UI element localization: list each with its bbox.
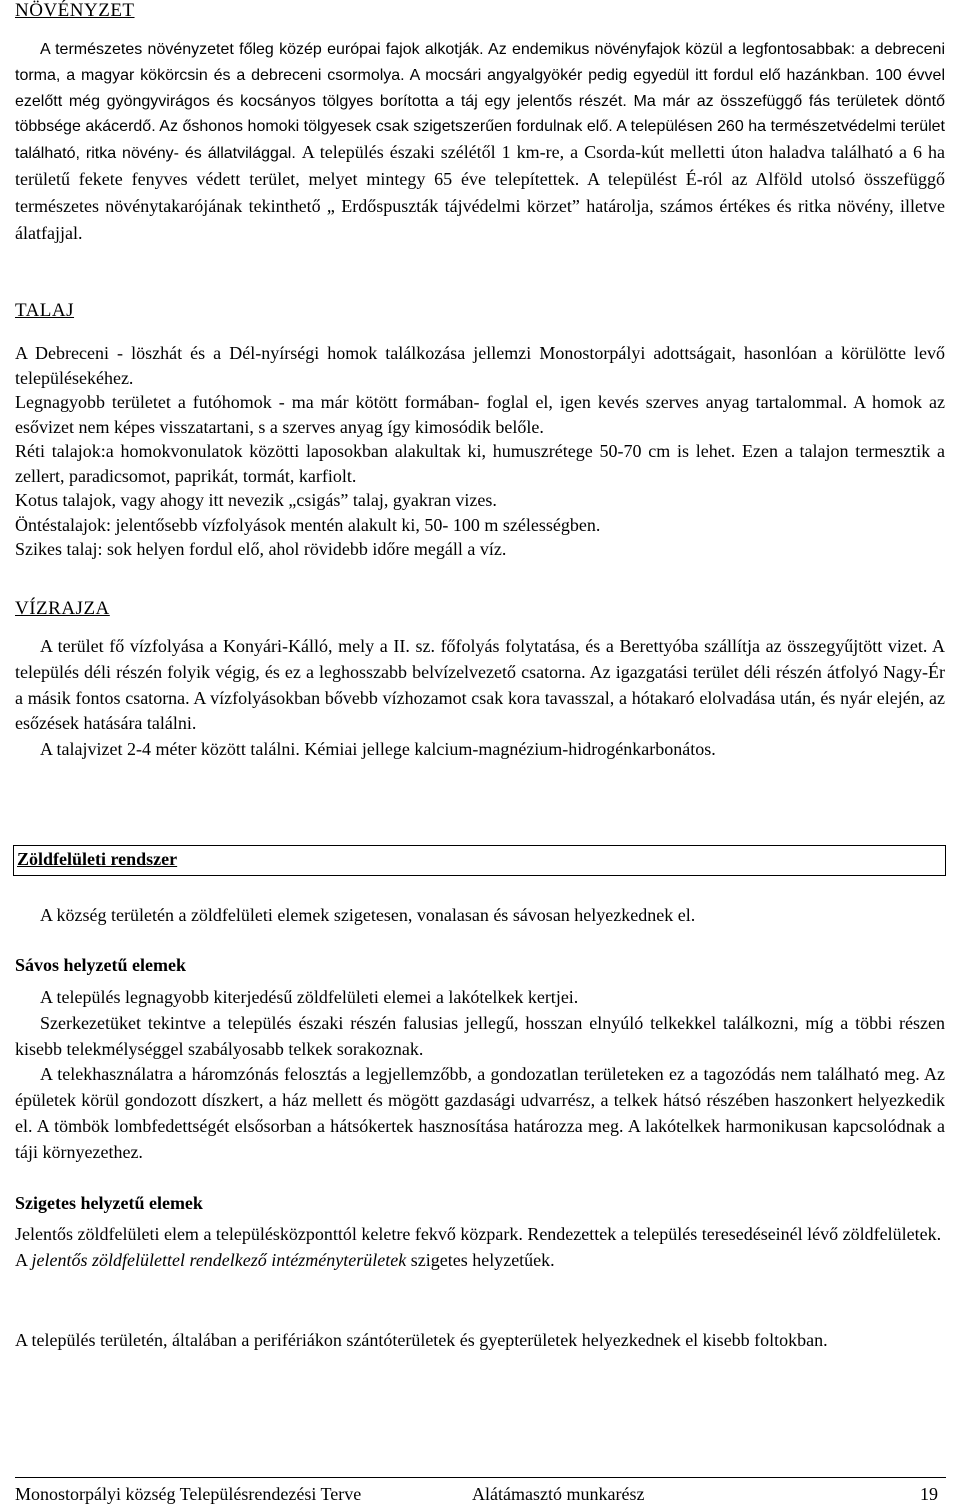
vizrajza-paragraph: A talajvizet 2-4 méter között találni. Kémiai jellege kalcium-magnézium-hidrogénkarbonátos. bbox=[40, 739, 716, 760]
footer-page-number: 19 bbox=[920, 1484, 938, 1504]
paragraph-novenyzet bbox=[15, 37, 945, 247]
savos-paragraph: A telekhasználatra a háromzónás felosztás a legjellemzőbb, a gondozatlan területeken ez a tagozódás nem található meg. Az épületek körül gondozott díszkert, a ház mellett és mögött gazdasági udvarrész, a telkek hátsó részében haszonkert helyezkedik el. A tömbök lombfedettségét elsősorban a hátsókertek hasznosítása határozza meg. A lakótelkek harmonikusan kapcsolódnak a táji környezethez. bbox=[15, 1064, 945, 1162]
szigetes-paragraphs bbox=[15, 1222, 945, 1274]
vizrajza-paragraphs bbox=[15, 634, 945, 763]
talaj-paragraph: Réti talajok:a homokvonulatok közötti laposokban alakultak ki, humuszrétege 50-70 cm is lehet. Ezen a talajon termesztik a zellert, paradicsomot, paprikát, tormát, karfiolt. bbox=[15, 441, 945, 486]
text-run-serif: A település északi szélétől 1 km-re, a Csorda-kút melletti úton haladva található a 6 ha területű fekete fenyves védett terület, melyet mintegy 65 éve telepítettek. A települést É-ról az Alföld utolsó összefüggő természetes növénytakarójának tekinthető „ Erdőspuszták tájvédelmi körzet” határolja, számos értékes és ritka növény, illetve álatfajjal. bbox=[15, 142, 946, 243]
italic-run: jelentős zöldfelülettel rendelkező intézményterületek bbox=[31, 1249, 407, 1270]
szigetes-paragraph-2 bbox=[15, 1248, 945, 1274]
subheading-szigetes: Szigetes helyzetű elemek bbox=[15, 1193, 203, 1213]
savos-paragraphs bbox=[15, 985, 945, 1166]
talaj-paragraph: Öntéstalajok: jelentősebb vízfolyások mentén alakult ki, 50- 100 m szélességben. bbox=[15, 514, 601, 535]
zoldfeluleti-intro: A község területén a zöldfelületi elemek szigetesen, vonalasan és sávosan helyezkednek el. bbox=[40, 905, 696, 925]
closing-paragraph: A település területén, általában a perifériákon szántóterületek és gyepterületek helyezkednek el kisebb foltokban. bbox=[15, 1330, 828, 1350]
talaj-paragraph: A Debreceni - löszhát és a Dél-nyírségi homok találkozása jellemzi Monostorpályi adottságait, hasonlóan a körülötte levő településekéhez. bbox=[15, 343, 945, 388]
text-run: A bbox=[15, 1249, 32, 1270]
szigetes-paragraph: Jelentős zöldfelületi elem a településközponttól keletre fekvő közpark. Rendezettek a település teresedéseinél lévő zöldfelületek. bbox=[15, 1224, 942, 1244]
section-heading-vizrajza: VÍZRAJZA bbox=[15, 598, 110, 619]
section-heading-talaj: TALAJ bbox=[15, 300, 75, 321]
savos-paragraph: A település legnagyobb kiterjedésű zöldfelületi elemei a lakótelkek kertjei. bbox=[40, 987, 579, 1007]
talaj-paragraph: Szikes talaj: sok helyen fordul elő, ahol rövidebb időre megáll a víz. bbox=[15, 539, 507, 559]
vizrajza-paragraph: A terület fő vízfolyása a Konyári-Kálló, mely a II. sz. főfolyás folytatása, és a Berettyóba szállítja az összegyűjtött vizet. A település déli részén folyik végig, és ez a leghosszabb belvízelvezető csatorna. Az igazgatási terület déli részén átfolyó Nagy-Ér a másik fontos csatorna. A vízfolyásokban bővebb vízhozamot csak kora tavasszal, a hótakaró elolvadása után, és nyár elején, az esőzések hatására találni. bbox=[15, 636, 945, 734]
section-heading-novenyzet: NÖVÉNYZET bbox=[15, 0, 135, 21]
subheading-savos: Sávos helyzetű elemek bbox=[15, 955, 186, 975]
footer-rule bbox=[15, 1477, 946, 1478]
section-title-zoldfeluleti: Zöldfelületi rendszer bbox=[17, 849, 178, 869]
footer-document-title: Monostorpályi község Településrendezési Terve bbox=[15, 1484, 362, 1504]
text-run: szigetes helyzetűek. bbox=[406, 1249, 555, 1270]
footer-part-label: Alátámasztó munkarész bbox=[472, 1484, 645, 1504]
talaj-paragraph: Legnagyobb területet a futóhomok - ma már kötött formában- foglal el, igen kevés szerves anyag tartalommal. A homok az esővizet nem képes visszatartani, s a szerves anyag így kimosódik belőle. bbox=[15, 392, 945, 437]
savos-paragraph: Szerkezetüket tekintve a település északi részén falusias jellegű, hosszan elnyúló telkekkel találkozni, míg a többi részen kisebb telekmélységgel szabályosabb telkek sorakoznak. bbox=[15, 1012, 945, 1059]
talaj-paragraphs bbox=[15, 341, 945, 562]
text-run-sans: A természetes növényzetet főleg közép európai fajok alkotják. Az endemikus növényfajok közül a legfontosabbak: a debreceni torma, a magyar kökörcsin és a debreceni csormolya. A mocsári angyalgyökér pedig egyedül itt fordul elő hazánkban. 100 évvel ezelőtt még gyöngyvirágos és kocsányos tölgyes borította a táj egy jelentős részét. Ma már az összefüggő fás területek döntő többsége akácerdő. Az őshonos homoki tölgyesek csak szigetszerűen fordulnak elő. A településen 260 ha természetvédelmi terület található, ritka növény- és állatvilággal. bbox=[15, 41, 945, 163]
talaj-paragraph: Kotus talajok, vagy ahogy itt nevezik „csigás” talaj, gyakran vizes. bbox=[15, 490, 497, 510]
section-title-box bbox=[13, 845, 946, 876]
